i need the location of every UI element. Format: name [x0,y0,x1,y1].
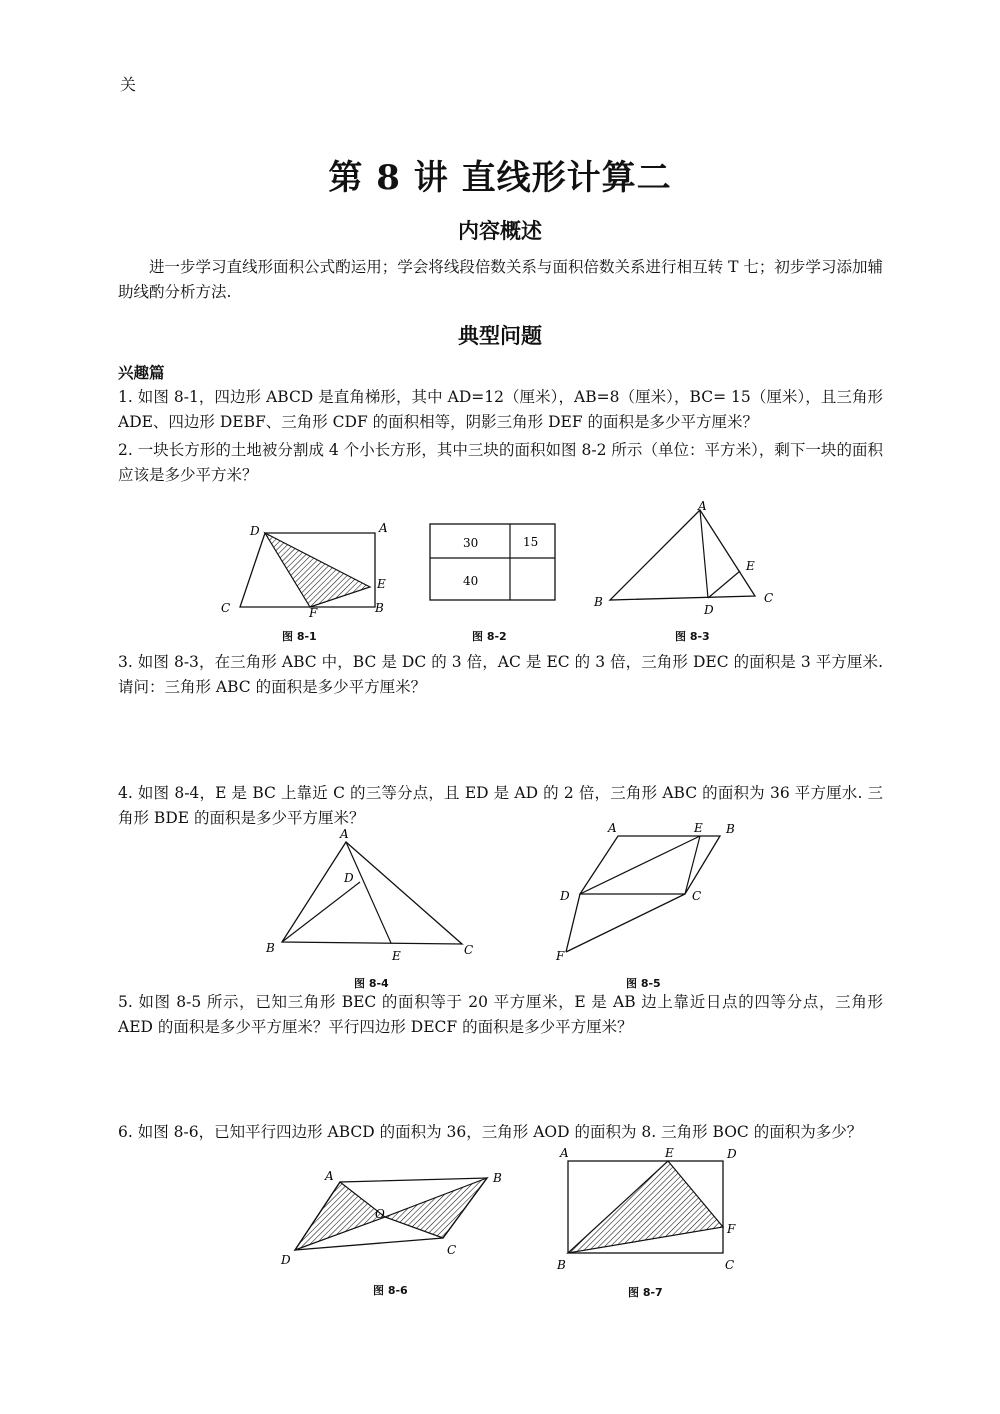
figure-8-6 [275,1160,515,1275]
f85-label-b: B [726,822,735,836]
f81-label-b: B [375,601,384,615]
problem-5: 5. 如图 8-5 所示，已知三角形 BEC 的面积等于 20 平方厘米，E 是 AB 边上靠近日点的四等分点，三角形 AED 的面积是多少平方厘米？平行四边形 DECF 的面积是多少平方厘米？ [118,993,883,1036]
f83-label-d: D [704,603,714,617]
caption-8-6: 图 8-6 [373,1284,408,1297]
overview-text: 进一步学习直线形面积公式酌运用；学会将线段倍数关系与面积倍数关系进行相互转 T 七；初步学习添加辅助线酌分析方法. [118,258,883,301]
f84-label-c: C [464,943,474,957]
figure-8-1 [215,515,395,645]
figure-8-4 [260,822,490,967]
problem-3: 3. 如图 8-3，在三角形 ABC 中，BC 是 DC 的 3 倍，AC 是 EC 的 3 倍，三角形 DEC 的面积是 3 平方厘米. 请问：三角形 ABC 的面积是多少平方厘米？ [118,653,883,696]
f84-label-b: B [266,941,275,955]
f87-label-d: D [727,1147,737,1161]
f84-label-d: D [344,871,354,885]
f83-label-a: A [698,499,707,513]
corner-mark: 关 [120,75,137,94]
caption-8-5: 图 8-5 [626,977,661,990]
f83-label-c: C [764,591,774,605]
f87-label-f: F [727,1222,736,1236]
f86-label-o: O [375,1207,385,1221]
f81-label-f: F [309,606,318,620]
f81-label-c: C [221,601,231,615]
f81-label-d: D [250,524,260,538]
f87-label-a: A [560,1146,569,1160]
figure-8-2 [425,520,560,605]
f87-label-c: C [725,1258,735,1272]
section-label: 兴趣篇 [118,363,165,382]
caption-8-3: 图 8-3 [675,630,710,643]
caption-8-1: 图 8-1 [282,630,317,643]
figure-8-7 [553,1145,753,1280]
f85-label-e: E [694,821,703,835]
problem-1: 1. 如图 8-1，四边形 ABCD 是直角梯形，其中 AD=12（厘米），AB=8（厘米），BC= 15（厘米），且三角形 ADE、四边形 DEBF、三角形 CDF 的面积相等，阴影三角形 DEF 的面积是多少平方厘米？ [118,388,883,431]
f82-value-15: 15 [523,535,539,549]
problem-2: 2. 一块长方形的土地被分割成 4 个小长方形，其中三块的面积如图 8-2 所示（单位：平方米），剩下一块的面积应该是多少平方米？ [118,441,883,484]
f86-label-c: C [447,1243,457,1257]
f83-label-b: B [594,595,603,609]
f82-value-40: 40 [463,574,479,588]
f85-label-c: C [692,889,702,903]
f85-label-a: A [608,821,617,835]
f85-label-f: F [556,949,565,963]
f87-label-b: B [557,1258,566,1272]
f84-label-a: A [340,827,349,841]
caption-8-2: 图 8-2 [472,630,507,643]
figure-8-5 [550,818,750,968]
problem-6: 6. 如图 8-6，已知平行四边形 ABCD 的面积为 36，三角形 AOD 的面积为 8. 三角形 BOC 的面积为多少？ [118,1123,863,1141]
f81-label-a: A [379,521,388,535]
f83-label-e: E [746,559,755,573]
f86-label-b: B [493,1171,502,1185]
f85-label-d: D [560,889,570,903]
f86-label-d: D [281,1253,291,1267]
f87-label-e: E [665,1146,674,1160]
problem-4: 4. 如图 8-4，E 是 BC 上靠近 C 的三等分点，且 ED 是 AD 的 2 倍，三角形 ABC 的面积为 36 平方厘水. 三角形 BDE 的面积是多少平方厘米？ [118,784,883,827]
f84-label-e: E [392,949,401,963]
f82-value-30: 30 [463,536,479,550]
overview-heading: 内容概述 [458,218,542,243]
page-title: 第 8 讲 直线形计算二 [328,158,672,198]
f81-label-e: E [377,577,386,591]
caption-8-4: 图 8-4 [354,977,389,990]
figure-8-3 [590,498,790,628]
problems-heading: 典型问题 [458,323,542,348]
f86-label-a: A [325,1169,334,1183]
caption-8-7: 图 8-7 [628,1286,663,1299]
